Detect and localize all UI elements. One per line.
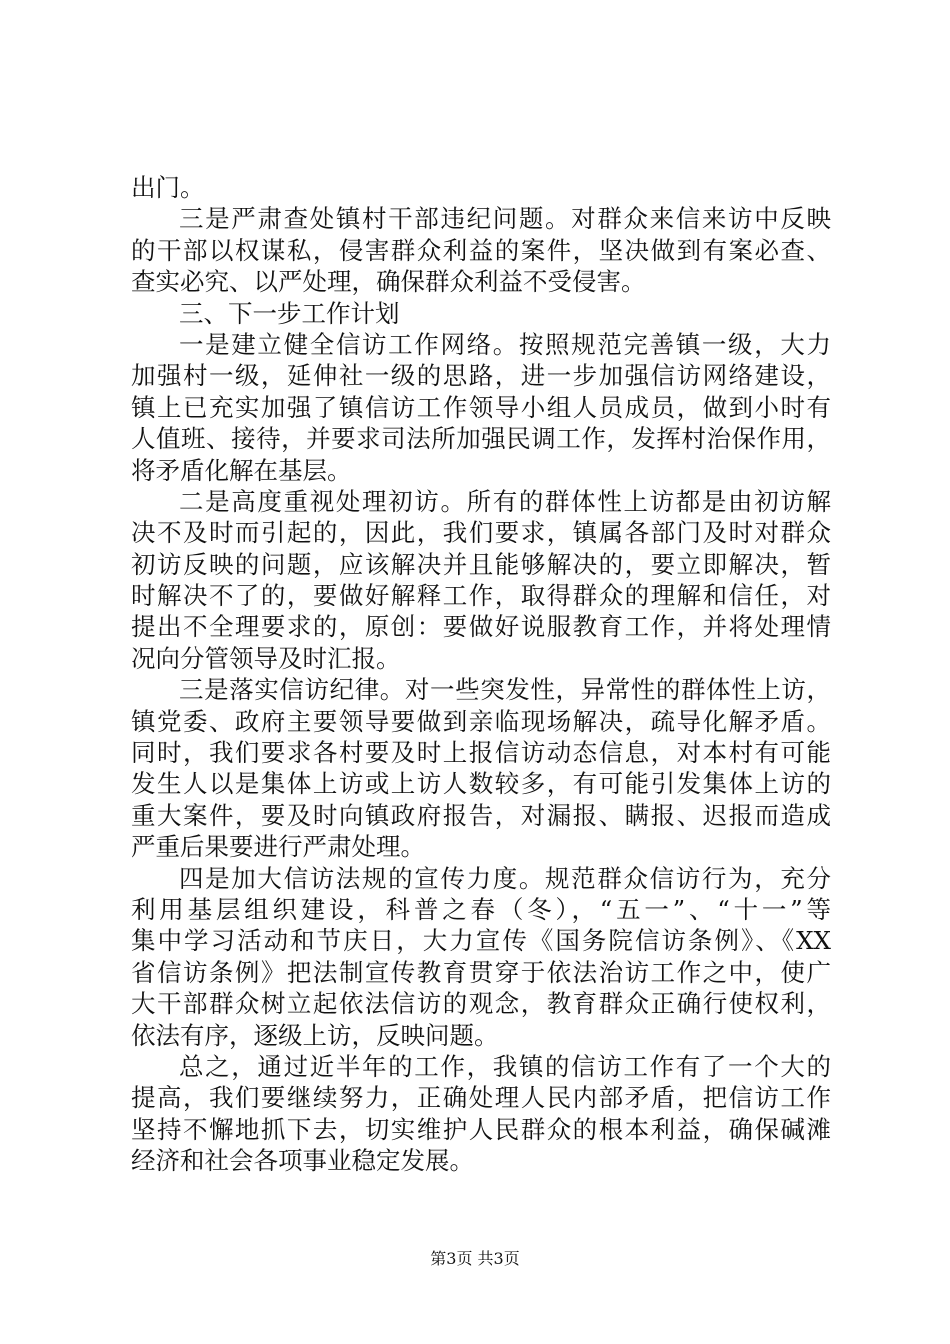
text-line: 时解决不了的，要做好解释工作，取得群众的理解和信任，对	[131, 581, 831, 611]
text-line: 初访反映的问题，应该解决并且能够解决的，要立即解决，暂	[131, 549, 831, 579]
text-line: 二是高度重视处理初访。所有的群体性上访都是由初访解	[179, 486, 831, 516]
text-line: 三是严肃查处镇村干部违纪问题。对群众来信来访中反映	[179, 204, 831, 234]
text-line: 的干部以权谋私，侵害群众利益的案件，坚决做到有案必查、	[131, 235, 831, 265]
text-line: 况向分管领导及时汇报。	[131, 643, 401, 673]
text-line: 严重后果要进行严肃处理。	[131, 832, 425, 862]
document-body	[131, 172, 831, 1177]
text-line: 发生人以是集体上访或上访人数较多，有可能引发集体上访的	[131, 769, 831, 799]
text-line: 一是建立健全信访工作网络。按照规范完善镇一级，大力	[179, 329, 831, 359]
text-line: 三是落实信访纪律。对一些突发性，异常性的群体性上访，	[179, 675, 831, 705]
text-line: 经济和社会各项事业稳定发展。	[131, 1146, 474, 1176]
text-line: 查实必究、以严处理，确保群众利益不受侵害。	[131, 267, 646, 297]
page-footer: 第3页 共3页	[430, 1249, 520, 1268]
text-line: 利用基层组织建设，科普之春（冬），“五一”、“十一”等	[131, 894, 831, 924]
text-line: 坚持不懈地抓下去，切实维护人民群众的根本利益，确保碱滩	[131, 1114, 831, 1144]
text-line: 省信访条例》把法制宣传教育贯穿于依法治访工作之中，使广	[131, 957, 831, 987]
text-line: 同时，我们要求各村要及时上报信访动态信息，对本村有可能	[131, 738, 831, 768]
text-line: 重大案件，要及时向镇政府报告，对漏报、瞒报、迟报而造成	[131, 800, 831, 830]
text-line: 大干部群众树立起依法信访的观念，教育群众正确行使权利，	[131, 989, 831, 1019]
text-line: 将矛盾化解在基层。	[131, 455, 352, 485]
text-line: 集中学习活动和节庆日，大力宣传《国务院信访条例》、《XX	[131, 926, 831, 956]
text-line: 出门。	[131, 173, 205, 202]
text-line: 总之，通过近半年的工作，我镇的信访工作有了一个大的	[179, 1051, 831, 1081]
text-line: 镇党委、政府主要领导要做到亲临现场解决，疏导化解矛盾。	[131, 706, 831, 736]
text-line: 依法有序，逐级上访，反映问题。	[131, 1020, 499, 1050]
text-line: 人值班、接待，并要求司法所加强民调工作，发挥村治保作用，	[131, 424, 831, 454]
text-line: 四是加大信访法规的宣传力度。规范群众信访行为，充分	[179, 863, 831, 893]
text-line: 决不及时而引起的，因此，我们要求，镇属各部门及时对群众	[131, 518, 831, 548]
text-line: 三、下一步工作计划	[179, 298, 400, 328]
text-line: 加强村一级，延伸社一级的思路，进一步加强信访网络建设，	[131, 361, 831, 391]
text-line: 镇上已充实加强了镇信访工作领导小组人员成员，做到小时有	[131, 392, 831, 422]
text-line: 提出不全理要求的，原创：要做好说服教育工作，并将处理情	[131, 612, 831, 642]
text-line: 提高，我们要继续努力，正确处理人民内部矛盾，把信访工作	[131, 1083, 831, 1113]
